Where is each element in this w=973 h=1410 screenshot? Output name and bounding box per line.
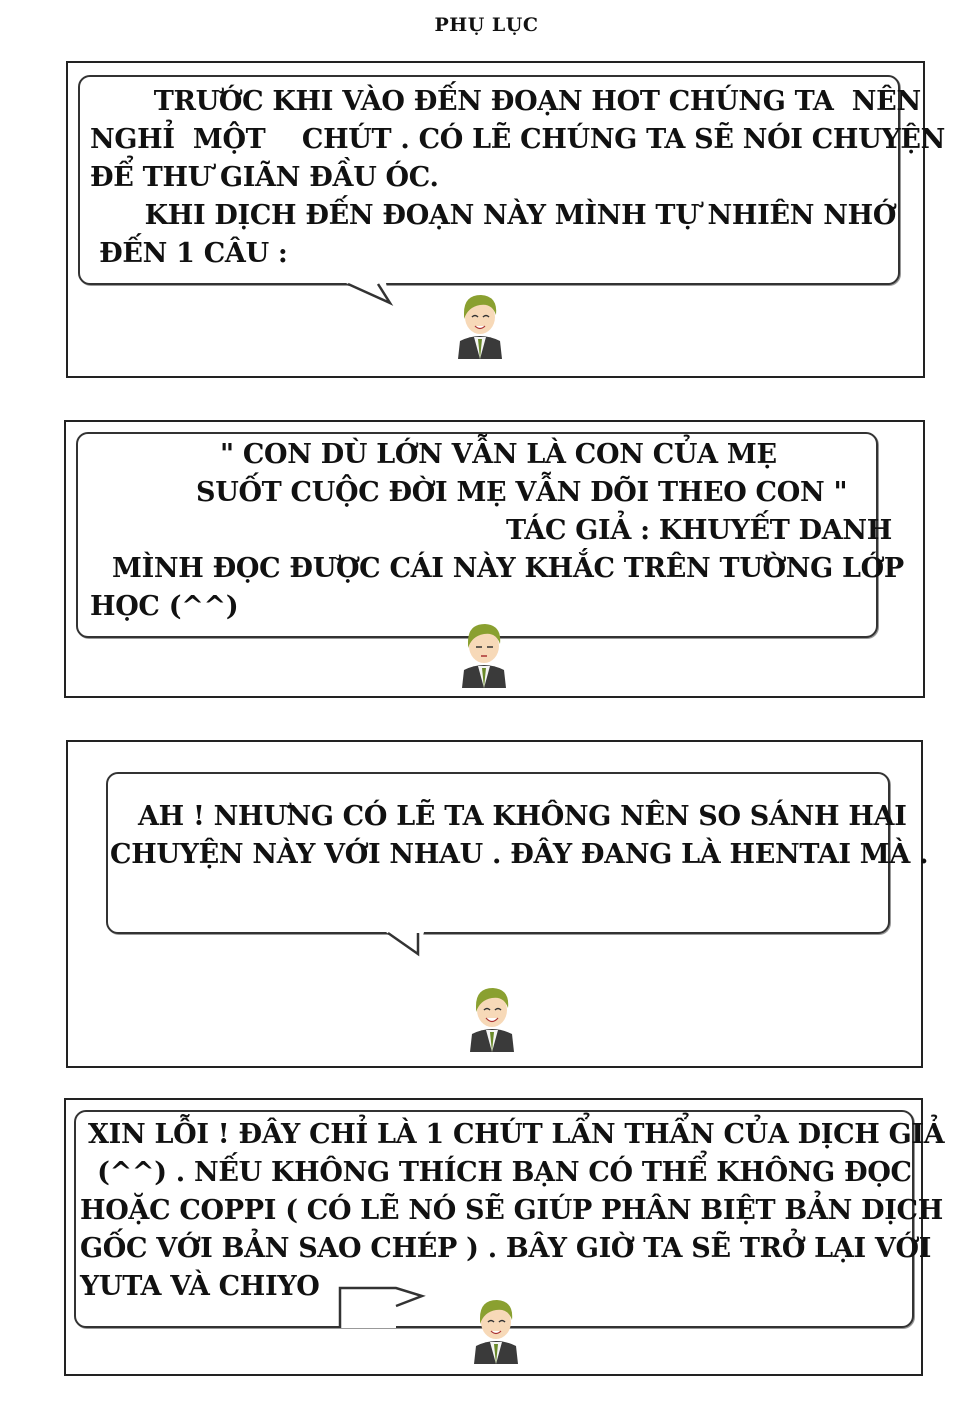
comic-panel-1 xyxy=(66,61,946,378)
translator-avatar-icon xyxy=(450,289,510,359)
panel-2-line-1: " CON DÙ LỚN VẪN LÀ CON CỦA MẸ xyxy=(220,439,777,470)
bubble-tail-4 xyxy=(336,1276,426,1332)
panel-2-line-3: TÁC GIẢ : KHUYẾT DANH xyxy=(506,515,892,546)
translator-avatar-icon xyxy=(462,982,522,1052)
translator-avatar-icon xyxy=(466,1294,526,1364)
panel-4-line-4: GỐC VỚI BẢN SAO CHÉP ) . BÂY GIỜ TA SẼ TRỞ LẠI VỚI xyxy=(80,1233,932,1264)
panel-1-line-4: KHI DỊCH ĐẾN ĐOẠN NÀY MÌNH TỰ NHIÊN NHỚ xyxy=(90,200,897,231)
panel-4-line-2: (^^) . NẾU KHÔNG THÍCH BẠN CÓ THỂ KHÔNG ĐỌC xyxy=(88,1157,912,1188)
panel-3-line-1: AH ! NHƯNG CÓ LẼ TA KHÔNG NÊN SO SÁNH HAI xyxy=(138,801,907,832)
panel-2-line-2: SUỐT CUỘC ĐỜI MẸ VẪN DÕI THEO CON " xyxy=(196,477,848,508)
comic-panel-2 xyxy=(64,420,925,698)
panel-1-line-5: ĐẾN 1 CÂU : xyxy=(90,238,288,269)
page-title: PHỤ LỤC xyxy=(434,14,539,36)
panel-4-line-3: HOẶC COPPI ( CÓ LẼ NÓ SẼ GIÚP PHÂN BIỆT BẢN DỊCH xyxy=(80,1195,943,1226)
bubble-tail-3 xyxy=(378,930,438,960)
panel-4-line-1: XIN LỖI ! ĐÂY CHỈ LÀ 1 CHÚT LẨN THẨN CỦA DỊCH GIẢ xyxy=(88,1119,945,1150)
panel-4-line-5: YUTA VÀ CHIYO xyxy=(80,1271,320,1302)
panel-2-line-5: HỌC (^^) xyxy=(90,591,239,622)
panel-3-line-2: CHUYỆN NÀY VỚI NHAU . ĐÂY ĐANG LÀ HENTAI MÀ . xyxy=(110,839,929,870)
panel-1-line-3: ĐỂ THƯ GIÃN ĐẦU ÓC. xyxy=(90,162,439,193)
bubble-tail-1 xyxy=(338,281,398,311)
comic-panel-3 xyxy=(66,740,929,1068)
comic-panel-4 xyxy=(64,1098,945,1376)
panel-1-line-2: NGHỈ MỘT CHÚT . CÓ LẼ CHÚNG TA SẼ NÓI CHUYỆN xyxy=(90,124,946,155)
translator-avatar-icon xyxy=(454,618,514,688)
panel-2-line-4: MÌNH ĐỌC ĐƯỢC CÁI NÀY KHẮC TRÊN TƯỜNG LỚP xyxy=(112,553,904,584)
panel-1-line-1: TRƯỚC KHI VÀO ĐẾN ĐOẠN HOT CHÚNG TA NÊN xyxy=(90,86,921,117)
